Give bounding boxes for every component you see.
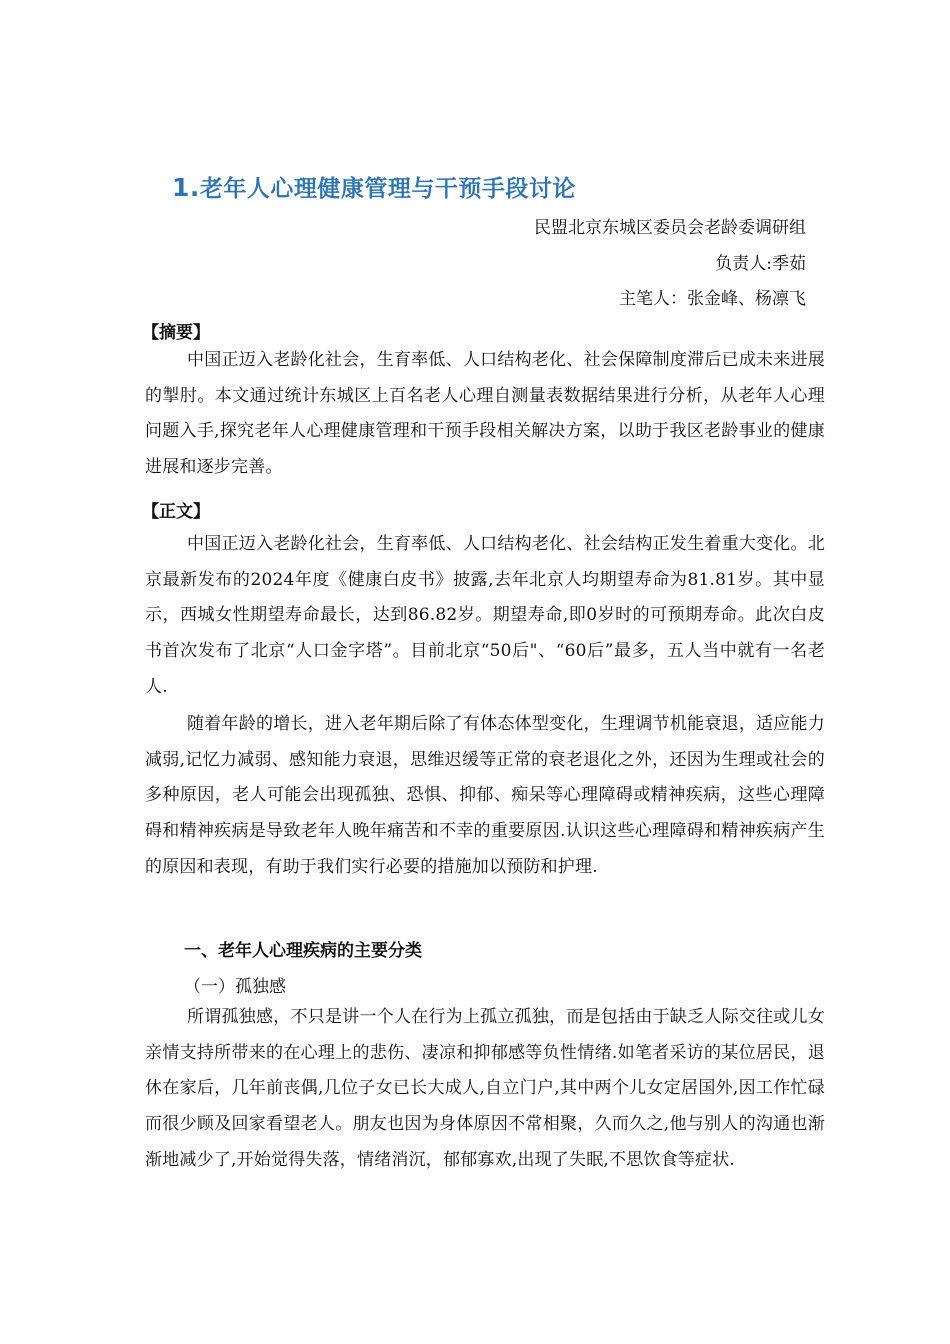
abstract-label: 【摘要】: [142, 323, 210, 343]
body-paragraph-3: 所谓孤独感，不只是讲一个人在行为上孤立孤独，而是包括由于缺乏人际交往或儿女亲情支持所带来的在心理上的悲伤、凄凉和抑郁感等负性情绪.如笔者采访的某位居民，退休在家后，几年前丧偶,几位子女已长大成人,自立门户,其中两个儿女定居国外,因工作忙碌而很少顾及回家看望老人。朋友也因为身体原因不常相聚，久而久之,他与别人的沟通也渐渐地减少了,开始觉得失落，情绪消沉，郁郁寡欢,出现了失眠,不思饮食等症状.: [145, 1007, 825, 1170]
subsection-heading-1: （一）孤独感: [184, 977, 286, 997]
abstract-paragraph: 中国正迈入老龄化社会，生育率低、人口结构老化、社会保障制度滞后已成未来进展的掣肘。本文通过统计东城区上百名老人心理自测量表数据结果进行分析，从老年人心理问题入手,探究老年人心理健康管理和干预手段相关解决方案，以助于我区老龄事业的健康进展和逐步完善。: [145, 350, 825, 478]
document-title: [172, 170, 576, 203]
body-label: 【正文】: [142, 502, 210, 522]
title-text: 老年人心理健康管理与干预手段讨论: [199, 176, 576, 202]
body-paragraph-2: 随着年龄的增长，进入老年期后除了有体态体型变化，生理调节机能衰退，适应能力减弱,记忆力减弱、感知能力衰退，思维迟缓等正常的衰老退化之外，还因为生理或社会的多种原因，老人可能会出现孤独、恐惧、抑郁、痴呆等心理障碍或精神疾病，这些心理障碍和精神疾病是导致老年人晚年痛苦和不幸的重要原因.认识这些心理障碍和精神疾病产生的原因和表现，有助于我们实行必要的措施加以预防和护理.: [145, 714, 825, 877]
body-paragraph-1: 中国正迈入老龄化社会，生育率低、人口结构老化、社会结构正发生着重大变化。北京最新发布的2024年度《健康白皮书》披露,去年北京人均期望寿命为81.81岁。其中显示，西城女性期望寿命最长，达到86.82岁。期望寿命,即0岁时的可预期寿命。此次白皮书首次发布了北京“人口金字塔”。目前北京“50后"、“60后”最多，五人当中就有一名老人.: [145, 534, 825, 697]
title-number: 1.: [172, 173, 200, 202]
responsible-line: 负责人:季茹: [715, 254, 806, 274]
authors-line: 主笔人：张金峰、杨凛飞: [619, 289, 806, 309]
section-heading-1: 一、老年人心理疾病的主要分类: [184, 941, 422, 961]
organization-line: 民盟北京东城区委员会老龄委调研组: [534, 218, 806, 238]
